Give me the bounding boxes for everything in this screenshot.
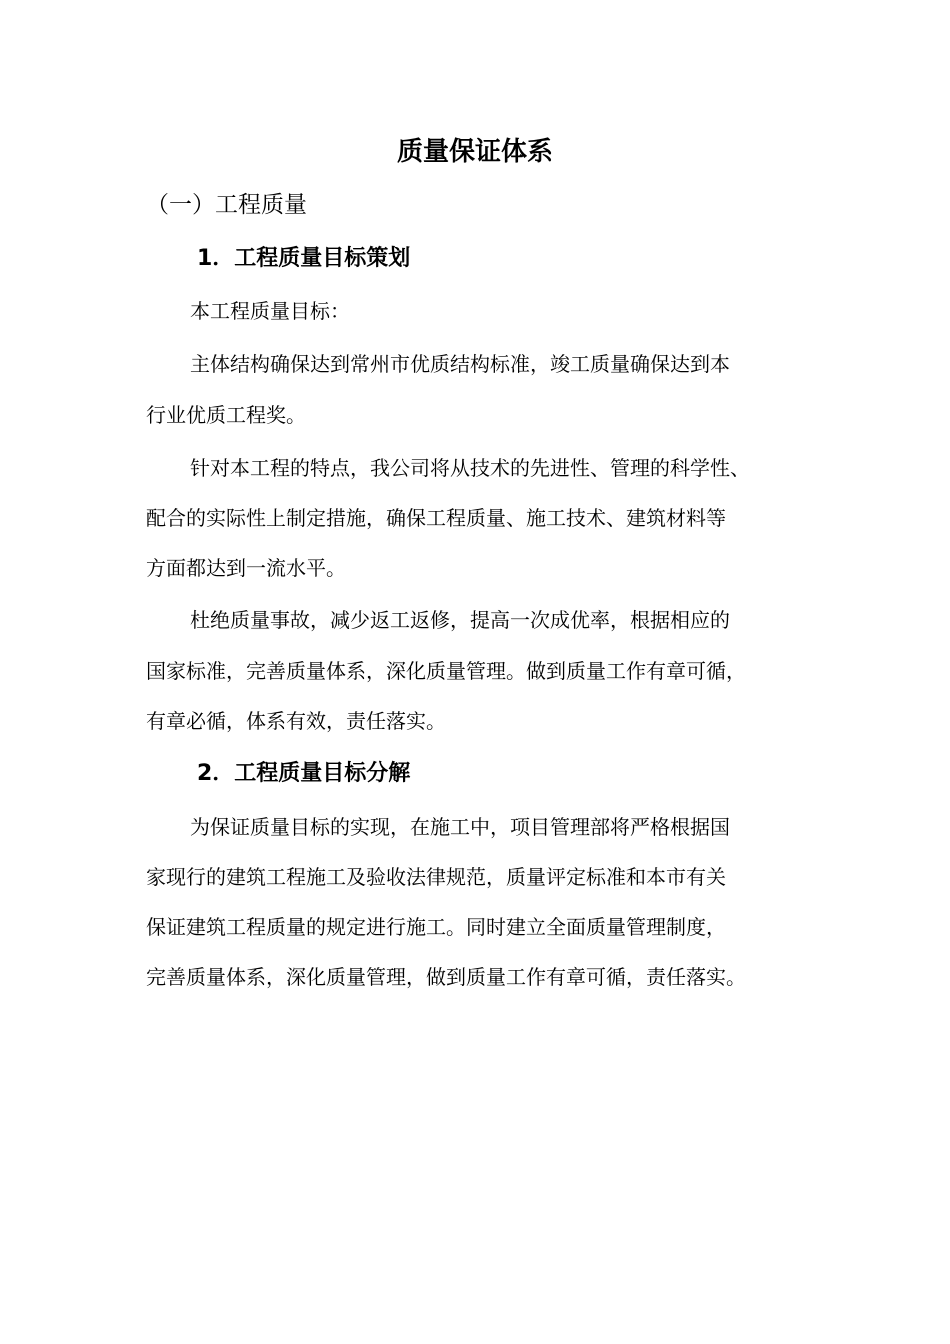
paragraph-line: 针对本工程的特点，我公司将从技术的先进性、管理的科学性、 [190,456,750,480]
section-heading: （一）工程质量 [146,192,307,218]
paragraph-line: 行业优质工程奖。 [146,403,306,427]
paragraph-line: 配合的实际性上制定措施，确保工程质量、施工技术、建筑材料等 [146,506,726,530]
paragraph-line: 杜绝质量事故，减少返工返修，提高一次成优率，根据相应的 [190,608,730,632]
subsection-heading-2: 2．工程质量目标分解 [197,761,411,786]
paragraph-line: 国家标准，完善质量体系，深化质量管理。做到质量工作有章可循， [146,659,746,683]
paragraph-line: 家现行的建筑工程施工及验收法律规范，质量评定标准和本市有关 [146,865,726,889]
subsection-heading-1: 1．工程质量目标策划 [197,246,411,271]
paragraph-line: 本工程质量目标： [190,299,350,323]
paragraph-line: 保证建筑工程质量的规定进行施工。同时建立全面质量管理制度， [146,915,726,939]
paragraph-line: 方面都达到一流水平。 [146,556,346,580]
document-title: 质量保证体系 [396,137,553,167]
paragraph-line: 有章必循，体系有效，责任落实。 [146,709,446,733]
paragraph-line: 为保证质量目标的实现，在施工中，项目管理部将严格根据国 [190,815,730,839]
paragraph-line: 主体结构确保达到常州市优质结构标准，竣工质量确保达到本 [190,352,730,376]
paragraph-line: 完善质量体系，深化质量管理，做到质量工作有章可循，责任落实。 [146,965,746,989]
